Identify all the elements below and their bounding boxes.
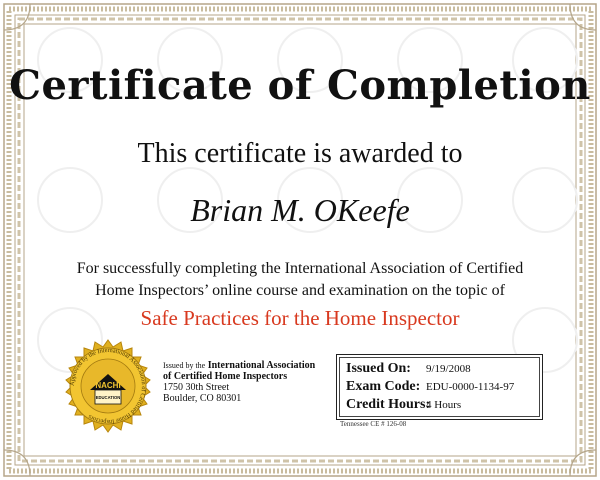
seal-ring-text: Approved by the International Association of Certified Home Inspectors xyxy=(68,346,148,426)
course-topic: Safe Practices for the Home Inspector xyxy=(140,306,460,330)
description-line-1: For successfully completing the International Association of Certified xyxy=(76,260,524,277)
issued-label: Issued On: xyxy=(346,361,411,376)
details-box-inner xyxy=(339,357,540,417)
issuer-block xyxy=(163,360,338,404)
seal-badge-text: NACHI xyxy=(95,381,121,390)
issuer-org-line-1: International Association xyxy=(207,360,316,371)
exam-label: Exam Code: xyxy=(346,379,421,394)
details-box xyxy=(336,354,543,420)
description xyxy=(60,258,540,302)
issued-value: 9/19/2008 xyxy=(426,363,471,375)
awarded-line: This certificate is awarded to xyxy=(137,138,463,169)
issuer-org-line-2: of Certified Home Inspectors xyxy=(163,371,288,382)
credit-row xyxy=(346,397,541,415)
certificate-title: Certificate of Completion xyxy=(9,62,591,109)
exam-row xyxy=(346,379,541,397)
issuer-address-1: 1750 30th Street xyxy=(163,382,230,393)
recipient-name: Brian M. OKeefe xyxy=(190,192,410,228)
gold-seal xyxy=(60,338,156,434)
exam-value: EDU-0000-1134-97 xyxy=(426,381,515,393)
credit-label: Credit Hours: xyxy=(346,397,431,412)
issuer-line-1 xyxy=(163,360,338,371)
seal-badge-sub: EDUCATION xyxy=(95,395,121,400)
issued-row xyxy=(346,361,541,379)
issuer-address-2: Boulder, CO 80301 xyxy=(163,393,242,404)
description-line-2: Home Inspectors’ online course and examination on the topic of xyxy=(95,282,505,299)
tennessee-ce-note: Tennessee CE # 126-08 xyxy=(340,420,407,428)
credit-value: 4 Hours xyxy=(426,399,462,411)
issuer-prefix: Issued by the xyxy=(163,361,206,370)
